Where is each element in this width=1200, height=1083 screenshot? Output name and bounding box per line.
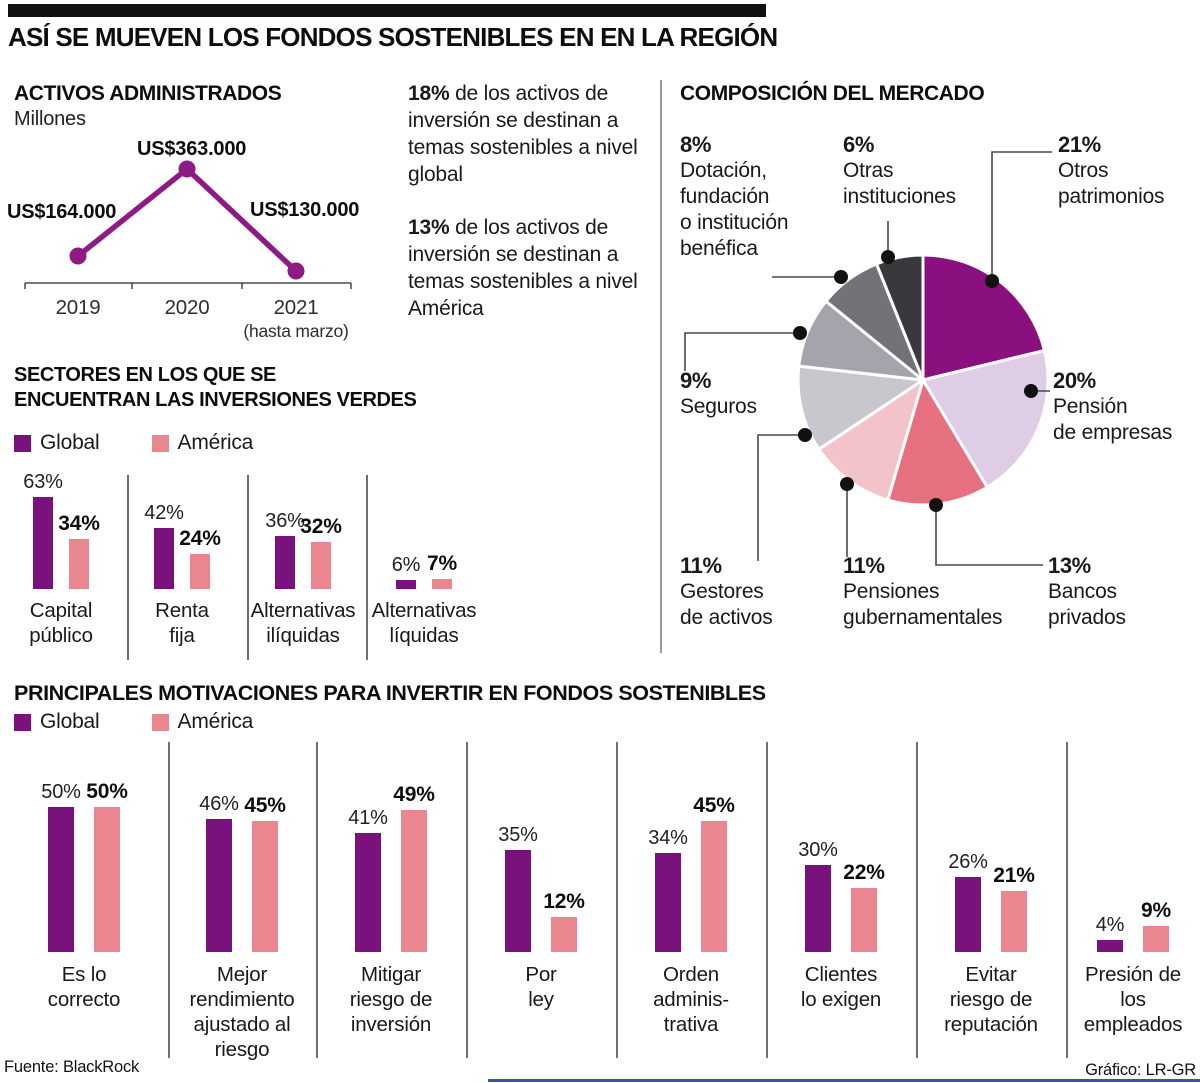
bar-value-label: 45% <box>244 794 286 817</box>
bar-value-label: 30% <box>798 839 838 861</box>
bar-category-line: riesgo <box>214 1038 270 1061</box>
bar-america <box>1143 926 1169 952</box>
callout-dot <box>929 498 943 512</box>
callout-line <box>685 333 800 371</box>
motivations-bar-chart <box>0 740 1200 1060</box>
bar-value-label: 4% <box>1095 914 1125 936</box>
facts <box>408 80 663 348</box>
pie-slice-name-line: Otras <box>843 159 894 182</box>
bar-category-line: ley <box>528 988 554 1011</box>
pie-slice-pct: 20% <box>1053 368 1096 393</box>
bar-category-line: empleados <box>1083 1013 1183 1036</box>
bar-category-line: rendimiento <box>189 988 295 1011</box>
bar-category-line: Mitigar <box>360 963 422 986</box>
bar-global <box>48 807 74 952</box>
bar-america <box>701 821 727 952</box>
global-swatch <box>14 714 31 731</box>
bar-value-label: 35% <box>498 824 538 846</box>
legend-label-america: América <box>177 710 254 733</box>
bar-category-line: Mejor <box>216 963 268 986</box>
point-value-label: US$363.000 <box>137 138 247 160</box>
legend-label-global: Global <box>40 710 100 733</box>
bar-value-label: 50% <box>86 780 128 803</box>
bar-value-label: 46% <box>199 793 239 815</box>
pie-slice-name-line: Seguros <box>680 395 757 418</box>
bar-value-label: 49% <box>393 783 435 806</box>
bar-america <box>401 810 427 952</box>
sectors-title-line2: ENCUENTRAN LAS INVERSIONES VERDES <box>14 389 417 411</box>
bar-category-label <box>765 962 917 1012</box>
callout-line <box>758 435 805 561</box>
pie-slice-pct: 6% <box>843 132 874 157</box>
bar-america <box>69 539 89 589</box>
pie-slice-name-line: benéfica <box>680 237 758 260</box>
bar-category-label <box>166 962 318 1062</box>
bar-category-label <box>0 598 129 648</box>
footer-source: Fuente: BlackRock <box>4 1058 140 1076</box>
bar-category-line: riesgo de <box>349 988 433 1011</box>
bar-america <box>94 807 120 952</box>
bottom-rule <box>488 1079 1200 1082</box>
bar-category-line: lo exigen <box>800 988 882 1011</box>
america-swatch <box>152 714 169 731</box>
bar-value-label: 36% <box>265 510 305 532</box>
global-swatch <box>14 435 31 452</box>
bar-value-label: 32% <box>300 515 342 538</box>
bar-global <box>396 580 416 589</box>
bar-category-line: Renta <box>155 599 209 622</box>
callout-dot <box>834 270 848 284</box>
bar-value-label: 45% <box>693 794 735 817</box>
bar-category-label <box>615 962 767 1037</box>
pie-slice-label <box>680 368 757 420</box>
bar-global <box>275 536 295 589</box>
pie-slice-name-line: gubernamentales <box>843 606 1003 629</box>
fact-america-pct: 13% <box>408 216 450 239</box>
fact-america <box>408 214 663 322</box>
bar-global <box>1097 940 1123 952</box>
pie-slice-name-line: patrimonios <box>1058 185 1165 208</box>
pie-slice-label <box>1048 553 1126 631</box>
bar-value-label: 34% <box>58 512 100 535</box>
bar-category-line: ilíquidas <box>266 624 340 647</box>
bar-category-label <box>465 962 617 1012</box>
callout-dot <box>840 477 854 491</box>
pie-slice-name-line: de empresas <box>1053 421 1173 444</box>
bar-global <box>33 497 53 589</box>
bar-america <box>1001 891 1027 952</box>
bar-category-line: fija <box>169 624 195 647</box>
bar-category-line: correcto <box>47 988 121 1011</box>
x-tick-label: 2019 <box>55 296 101 319</box>
bar-america <box>311 542 331 589</box>
bar-category-line: Por <box>525 963 557 986</box>
sectors-bar-chart <box>0 460 660 660</box>
fact-america-text: de los activos de inversión se destinan a temas sostenibles a nivel América <box>408 216 638 320</box>
callout-dot <box>793 326 807 340</box>
pie-slice-pct: 11% <box>843 553 885 578</box>
pie-slice-label <box>1058 132 1164 210</box>
bar-category-line: reputación <box>944 1013 1038 1036</box>
bar-category-label <box>8 962 160 1012</box>
bar-america <box>551 917 577 952</box>
pie-slice-name-line: Pensión <box>1053 395 1128 418</box>
bar-america <box>432 579 452 589</box>
bar-value-label: 26% <box>948 851 988 873</box>
sectors-title-line1: SECTORES EN LOS QUE SE <box>14 364 277 386</box>
main-title: ASÍ SE MUEVEN LOS FONDOS SOSTENIBLES EN EN LA REGIÓN <box>8 22 778 52</box>
pie-slice-label <box>843 553 1002 631</box>
pie-slice-label <box>843 132 956 210</box>
assets-chart-title: ACTIVOS ADMINISTRADOS <box>14 82 282 105</box>
bar-category-line: Es lo <box>61 963 107 986</box>
legend-item-global <box>14 431 100 455</box>
bar-category-line: Evitar <box>965 963 1017 986</box>
bar-category-label <box>315 962 467 1037</box>
bar-america <box>190 554 210 589</box>
bar-category-line: Clientes <box>804 963 878 986</box>
fact-global <box>408 80 663 188</box>
assets-chart-subtitle: Millones <box>14 108 86 130</box>
bar-value-label: 21% <box>993 864 1035 887</box>
bar-category-line: inversión <box>350 1013 432 1036</box>
pie-title: COMPOSICIÓN DEL MERCADO <box>680 82 985 105</box>
bar-america <box>252 821 278 952</box>
point-value-label: US$164.000 <box>7 201 117 223</box>
bar-category-line: Alternativas <box>250 599 356 622</box>
bar-value-label: 22% <box>843 861 885 884</box>
legend-label-global: Global <box>40 431 100 454</box>
pie-slice-name-line: Gestores <box>680 580 764 603</box>
bar-global <box>206 819 232 952</box>
point-value-label: US$130.000 <box>250 199 360 221</box>
footer-credit: Gráfico: LR-GR <box>1085 1061 1196 1079</box>
sectors-title <box>14 363 416 413</box>
callout-dot <box>881 250 895 264</box>
legend-label-america: América <box>177 431 254 454</box>
bar-value-label: 24% <box>179 527 221 550</box>
bar-value-label: 41% <box>348 807 388 829</box>
pie-slice-name-line: Pensiones <box>843 580 940 603</box>
bar-category-line: público <box>29 624 93 647</box>
pie-slice-name-line: de activos <box>680 606 773 629</box>
pie-slice-pct: 13% <box>1048 553 1091 578</box>
bar-value-label: 50% <box>41 781 81 803</box>
pie-slice-name-line: o institución <box>680 211 789 234</box>
fact-global-text: de los activos de inversión se destinan a temas sostenibles a nivel global <box>408 82 638 186</box>
bar-category-line: Presión de <box>1084 963 1181 986</box>
fact-global-pct: 18% <box>408 82 450 105</box>
pie-slice-label <box>680 553 773 631</box>
bar-value-label: 42% <box>144 502 184 524</box>
data-point <box>288 263 305 280</box>
data-point <box>179 161 196 178</box>
bar-category-label <box>114 598 250 648</box>
bar-america <box>851 888 877 952</box>
bar-category-line: Capital <box>29 599 93 622</box>
pie-slice-name-line: Dotación, <box>680 159 767 182</box>
bar-category-line: Orden <box>663 963 719 986</box>
bar-category-line: riesgo de <box>949 988 1033 1011</box>
motivations-legend <box>14 710 305 734</box>
bar-category-line: adminis- <box>653 988 729 1011</box>
x-axis-note: (hasta marzo) <box>243 321 349 341</box>
data-point <box>70 248 87 265</box>
bar-category-label <box>235 598 371 648</box>
america-swatch <box>152 435 169 452</box>
callout-dot <box>1024 384 1038 398</box>
motivations-title: PRINCIPALES MOTIVACIONES PARA INVERTIR EN FONDOS SOSTENIBLES <box>14 681 766 705</box>
x-tick-label: 2021 <box>273 296 319 319</box>
bar-value-label: 63% <box>23 471 63 493</box>
bar-category-label <box>915 962 1067 1037</box>
callout-dot <box>798 428 812 442</box>
pie-slice-name-line: instituciones <box>843 185 956 208</box>
bar-value-label: 9% <box>1141 899 1171 922</box>
sectors-legend <box>14 431 305 455</box>
callout-dot <box>985 274 999 288</box>
bar-value-label: 7% <box>427 552 457 575</box>
legend-item-america <box>152 710 254 734</box>
bar-category-label <box>356 598 492 648</box>
assets-line-chart <box>4 130 374 345</box>
bar-global <box>955 877 981 952</box>
pie-slice-pct: 11% <box>680 553 722 578</box>
pie-slice-name-line: Bancos <box>1048 580 1117 603</box>
pie-slice-label <box>680 132 788 262</box>
pie-slice-name-line: Otros <box>1058 159 1109 182</box>
pie-slice-pct: 21% <box>1058 132 1101 157</box>
headline-bar <box>8 4 766 17</box>
bar-category-line: ajustado al <box>193 1013 291 1036</box>
pie-slice-name-line: fundación <box>680 185 770 208</box>
bar-global <box>355 833 381 952</box>
pie-slice-pct: 9% <box>680 368 711 393</box>
bar-global <box>655 853 681 952</box>
bar-category-line: trativa <box>663 1013 719 1036</box>
legend-item-america <box>152 431 254 455</box>
bar-category-line: Alternativas <box>371 599 477 622</box>
bar-value-label: 6% <box>391 554 421 576</box>
pie-slice-label <box>1053 368 1172 446</box>
x-tick-label: 2020 <box>164 296 210 319</box>
bar-value-label: 12% <box>543 890 585 913</box>
bar-category-label <box>1057 962 1200 1037</box>
pie-slice-name-line: privados <box>1048 606 1126 629</box>
callout-line <box>992 152 1052 281</box>
pie-slice-pct: 8% <box>680 132 711 157</box>
legend-item-global <box>14 710 100 734</box>
bar-category-line: líquidas <box>389 624 459 647</box>
bar-category-line: los <box>1120 988 1146 1011</box>
bar-value-label: 34% <box>648 827 688 849</box>
